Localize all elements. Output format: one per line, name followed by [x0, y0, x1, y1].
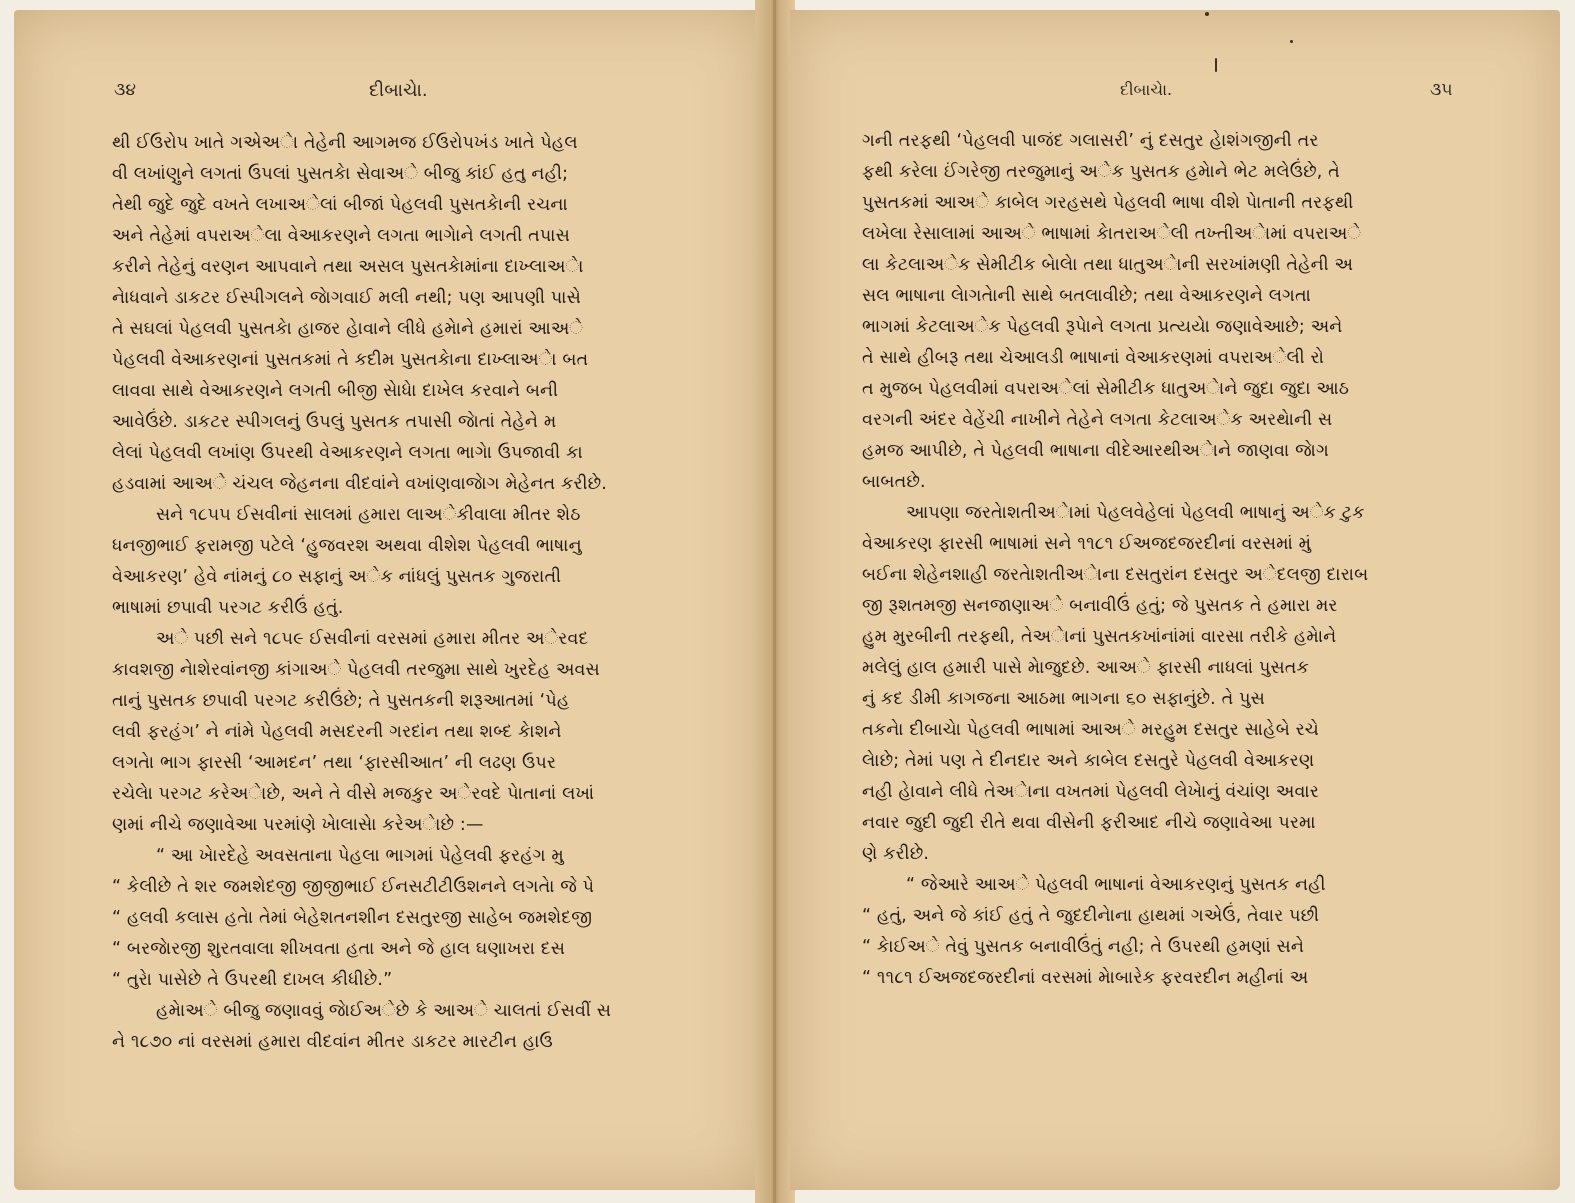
ink-speck	[1290, 40, 1293, 43]
text-line: લા કેટલાઅેક સેમીટીક બેાલેા તથા ધાતુઅેાની સરખાંમણી તેહેની અ	[862, 255, 1354, 275]
text-line: તે સાથે હીબરૂ તથા ચેઆલડી ભાષાનાં વેઆકરણમાં વપરાઅેલી રો	[862, 348, 1325, 368]
text-line: વેઆકરણ’ હેવે નાંમનું ૮૦ સફાનું અેક નાંધલું પુસતક ગુજરાતી	[112, 567, 562, 587]
text-line: હમેાઅે બીજુ જણાવવું જેાઈઅેછે કે આઅે ચાલતાં ઈસવીં સ	[156, 1001, 612, 1021]
text-line: ણે કરીછે.	[862, 844, 930, 864]
text-line: ભાગમાં કેટલાઅેક પેહલવી રૂપેાને લગતા પ્રત્યયેા જણાવેઆછે; અને	[862, 317, 1343, 337]
text-line: વરગની અંદર વેહેંચી નાખીને તેહેને લગતા કેટલાઅેક અરથેાની સ	[862, 410, 1333, 430]
text-line: લેાછે; તેમાં પણ તે દીનદાર અને કાબેલ દસતુરે પેહલવી વેઆકરણ	[862, 751, 1315, 771]
text-line: લખેલા રેસાલામાં આઅે ભાષામાં કેાતરાઅેલી તખ્તીઅેામાં વપરાઅે	[862, 224, 1362, 244]
text-line: તે સઘલાં પેહલવી પુસતકેા હાજર હેાવાને લીધે હમેાને હમારાં આઅે	[112, 319, 584, 339]
text-line: ત મુજબ પેહલવીમાં વપરાઅેલાં સેમીટીક ધાતુઅેાને જુદા જુદા આઠ	[862, 379, 1350, 399]
text-line: ફથી કરેલા ઈંગરેજી તરજુમાનું અેક પુસતક હમેાને ભેટ મલેઉંછે, તે	[862, 162, 1340, 182]
text-line: અે પછી સને ૧૮૫૯ ઈસવીનાં વરસમાં હમારા મીતર અેરવદ	[156, 629, 589, 649]
text-line: ભાષામાં છપાવી પરગટ કરીઉં હતું.	[112, 598, 344, 618]
text-line: લગતેા ભાગ ફારસી ‘આમદન’ તથા ‘ફારસીઆત’ ની લઢણ ઉપર	[112, 753, 557, 773]
left-page	[14, 10, 759, 1190]
page-text	[112, 128, 712, 1058]
text-line: બઈના શેહેનશાહી જરતેાશતીઅેાના દસતુરાંન દસતુર અેદલજી દારાબ	[862, 565, 1369, 585]
text-line: થી ઈઉરોપ ખાતે ગએઅેા તેહેની આગમજ ઈઉરોપખંડ ખાતે પેહલ	[112, 133, 578, 153]
text-line: પેહલવી વેઆકરણનાં પુસતકમાં તે કદીમ પુસતકેાના દાખ્લાઅેા બત	[112, 350, 589, 370]
text-line: “ કેાઈઅે તેવું પુસતક બનાવીઉંતું નહી; તે ઉપરથી હમણાં સને	[862, 937, 1304, 957]
text-line: “ તુરેા પાસેછે તે ઉપરથી દાખલ કીધીછે.”	[112, 970, 393, 990]
text-line: જી રૂશતમજી સનજાણાઅે બનાવીઉં હતું; જે પુસતક તે હમારા મર	[862, 596, 1338, 616]
text-line: હમજ આપીછે, તે પેહલવી ભાષાના વીદેઆરથીઅેાને જાણવા જેાગ	[862, 441, 1329, 461]
text-line: “ આ ખેારદેહે અવસતાના પેહલા ભાગમાં પેહેલવી ફરહંગ મુ	[156, 846, 564, 866]
right-page	[790, 10, 1560, 1190]
running-head: દીબાચેા.	[1120, 80, 1173, 99]
text-line: નેાધવાને ડાકટર ઈસ્પીગલને જેાગવાઈ મલી નથી; પણ આપણી પાસે	[112, 288, 581, 308]
text-line: “ જેઆરે આઅે પેહલવી ભાષાનાં વેઆકરણનું પુસતક નહી	[906, 875, 1326, 895]
text-line: વેઆકરણ ફારસી ભાષામાં સને ૧૧૮૧ ઈઅજદજરદીનાં વરસમાં મું	[862, 534, 1312, 554]
running-head: દીબાચેા.	[369, 80, 428, 101]
text-line: લાવવા સાથે વેઆકરણને લગતી બીજી સેાધેા દાખેલ કરવાને બની	[112, 381, 559, 401]
text-line: અને તેહેમાં વપરાઅેલા વેઆકરણને લગતા ભાગેાને લગતી તપાસ	[112, 226, 570, 246]
text-line: આપણા જરતેાશતીઅેામાં પેહલવેહેલાં પેહલવી ભાષાનું અેક ટુક	[906, 503, 1365, 523]
text-line: રચેલેા પરગટ કરેઅેાછે, અને તે વીસે મજકુર અેરવદે પેાતાનાં લખાં	[112, 784, 595, 804]
text-line: “ હતું, અને જે કાંઈ હતું તે જુદદીનેાના હાથમાં ગએઉં, તેવાર પછી	[862, 906, 1320, 926]
text-line: ને ૧૮૭૦ નાં વરસમાં હમારા વીદવાંન મીતર ડાકટર મારટીન હાઉ	[112, 1032, 553, 1052]
text-line: બાબતછે.	[862, 472, 926, 492]
text-line: “ બરજેારજી શુરતવાલા શીખવતા હતા અને જે હાલ ઘણાખરા દસ	[112, 939, 566, 959]
page-text	[862, 126, 1462, 994]
text-line: તકનેા દીબાચેા પેહલવી ભાષામાં આઅે મરહુમ દસતુર સાહેબે રચે	[862, 720, 1319, 740]
text-line: ણમાં નીચે જણાવેઆ પરમાંણે ખેાલાસેા કરેઅેાછે :—	[112, 815, 484, 835]
text-line: પુસતકમાં આઅે કાબેલ ગરહસથે પેહલવી ભાષા વીશે પેાતાની તરફથી	[862, 193, 1354, 213]
text-line: નવાર જુદી જુદી રીતે થવા વીસેની ફરીઆદ નીચે જણાવેઆ પરમા	[862, 813, 1316, 833]
book-gutter	[755, 0, 795, 1203]
text-line: નહી હેાવાને લીધે તેઅેાના વખતમાં પેહલવી લેખેાનું વંચાંણ અવાર	[862, 782, 1319, 802]
text-line: કરીને તેહેનું વરણન આપવાને તથા અસલ પુસતકેામાંના દાખ્લાઅેા	[112, 257, 584, 277]
text-line: તેથી જુદે જુદે વખતે લખાઅેલાં બીજાં પેહલવી પુસતકેાની રચના	[112, 195, 568, 215]
text-line: આવેઉંછે. ડાકટર સ્પીગલનું ઉપલું પુસતક તપાસી જેાતાં તેહેને મ	[112, 412, 557, 432]
text-line: નું કદ ડીમી કાગજના આઠમા ભાગના ૬૦ સફાનુંછે. તે પુસ	[862, 689, 1265, 709]
text-line: હડવામાં આઅે ચંચલ જેહનના વીદવાંને વખાંણવાજેાગ મેહેનત કરીછે.	[112, 474, 608, 494]
text-line: મલેલું હાલ હમારી પાસે મેાજુદછે. આઅે ફારસી નાધલાં પુસતક	[862, 658, 1309, 678]
spine-crease	[773, 0, 776, 1203]
text-line: “ હલવી કલાસ હતેા તેમાં બેહેશતનશીન દસતુરજી સાહેબ જમશેદજી	[112, 908, 593, 928]
text-line: વી લખાંણુને લગતાં ઉપલાં પુસતકેા સેવાઅે બીજુ કાંઈ હતુ નહી;	[112, 164, 569, 184]
text-line: લેલાં પેહલવી લખાંણ ઉપરથી વેઆકરણને લગતા ભાગેા ઉપજાવી કા	[112, 443, 583, 463]
text-line: સલ ભાષાના લેાગતેાની સાથે બતલાવીછે; તથા વેઆકરણને લગતા	[862, 286, 1311, 306]
text-line: ગની તરફથી ‘પેહલવી પાજંદ ગલાસરી’ નું દસતુર હેાશંગજીની તર	[862, 131, 1319, 151]
text-line: “ ૧૧૮૧ ઈઅજદજરદીનાં વરસમાં મેાબારેક ફરવરદીન મહીનાં અ	[862, 968, 1309, 988]
text-line: “ કેલીછે તે શર જમશેદજી જીજીભાઈ ઈનસટીટીઉશનને લગતેા જે પે	[112, 877, 595, 897]
page-number: ૩૫	[1430, 80, 1453, 100]
page-number: ૩૪	[114, 80, 136, 100]
text-line: ધનજીભાઈ ફરામજી પટેલે ‘હુજવરશ અથવા વીશેશ પેહલવી ભાષાનુ	[112, 536, 582, 556]
ink-speck	[1215, 58, 1217, 72]
text-line: હુમ મુરબીની તરફથી, તેઅેાનાં પુસતકખાંનાંમાં વારસા તરીકે હમેાને	[862, 627, 1337, 647]
text-line: તાનું પુસતક છપાવી પરગટ કરીઉંછે; તે પુસતકની શરૂઆતમાં ‘પેહ	[112, 691, 570, 711]
text-line: સને ૧૮૫૫ ઈસવીનાં સાલમાં હમારા લાઅેકીવાલા મીતર શેઠ	[156, 505, 581, 525]
text-line: કાવશજી નેાશેરવાંનજી કાંગાઅે પેહલવી તરજુમા સાથે ખુરદેહ અવસ	[112, 660, 600, 680]
text-line: લવી ફરહંગ’ ને નાંમે પેહલવી મસદરની ગરદાંન તથા શબ્દ કેાશને	[112, 722, 562, 742]
ink-speck	[1205, 12, 1209, 16]
